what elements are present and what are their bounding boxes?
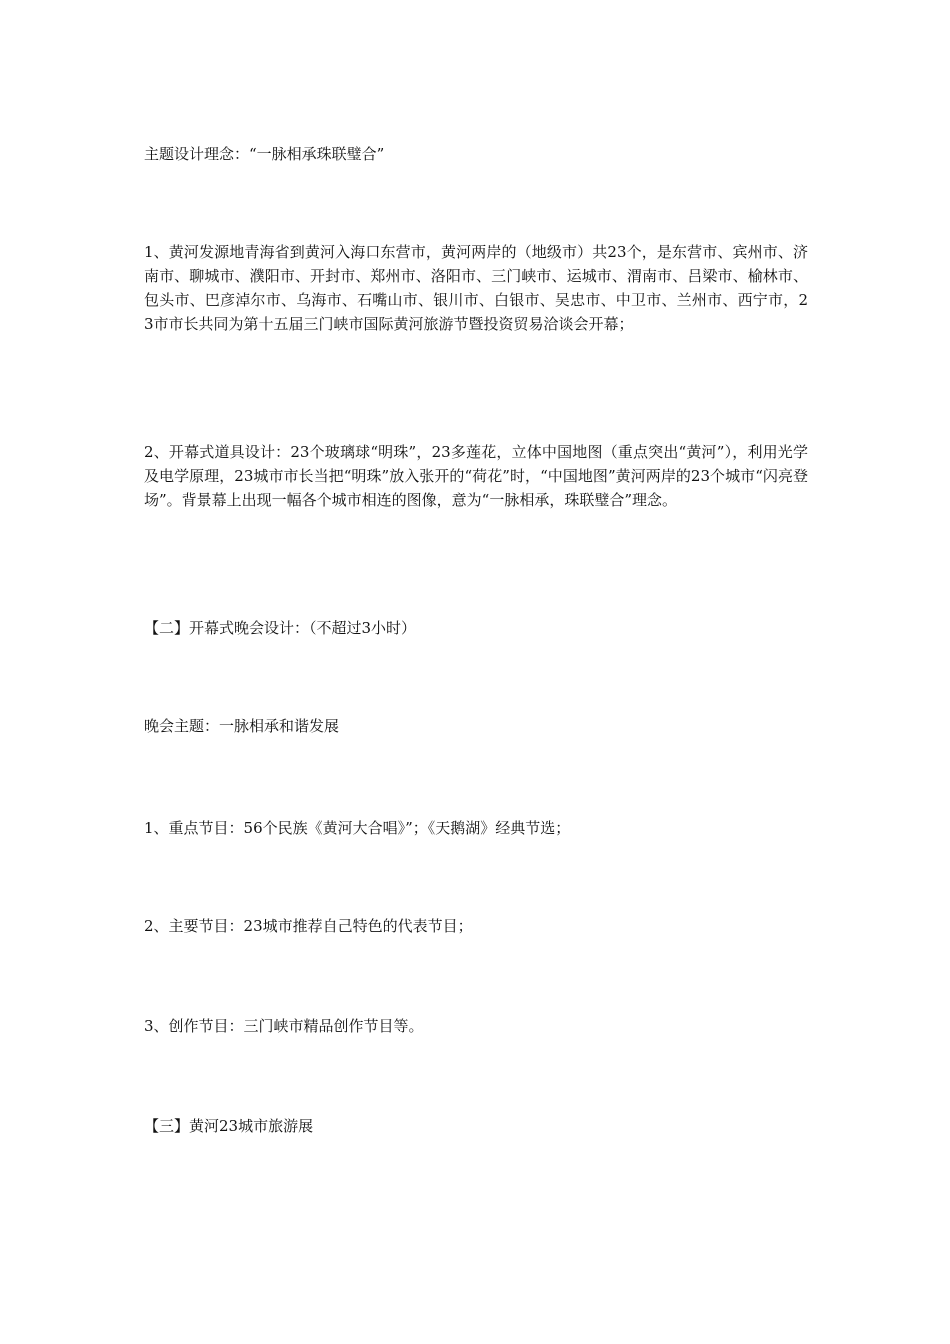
gala-theme-line: 晚会主题：一脉相承和谐发展 xyxy=(144,717,340,735)
paragraph-props-design: 2、开幕式道具设计：23个玻璃球“明珠”，23多莲花，立体中国地图（重点突出“黄河”），利用光学及电学原理，23城市市长当把“明珠”放入张开的“荷花”时，“中国地图”黄河两岸的23个城市“闪亮登场”。背景幕上出现一幅各个城市相连的图像，意为“一脉相承，珠联璧合”理念。 xyxy=(144,443,808,509)
program-item-key: 1、重点节目：56个民族《黄河大合唱》”；《天鹅湖》经典节选； xyxy=(144,819,571,837)
paragraph-opening-cities: 1、黄河发源地青海省到黄河入海口东营市，黄河两岸的（地级市）共23个，是东营市、宾州市、济南市、聊城市、濮阳市、开封市、郑州市、洛阳市、三门峡市、运城市、渭南市、吕梁市、榆林市、包头市、巴彦淖尔市、乌海市、石嘴山市、银川市、白银市、吴忠市、中卫市、兰州市、西宁市，23市市长共同为第十五届三门峡市国际黄河旅游节暨投资贸易洽谈会开幕； xyxy=(144,243,808,333)
section-heading-tourism-expo: 【三】黄河23城市旅游展 xyxy=(144,1117,314,1135)
program-item-creative: 3、创作节目：三门峡市精品创作节目等。 xyxy=(144,1017,424,1035)
theme-concept-line: 主题设计理念：“一脉相承珠联璧合” xyxy=(144,145,385,163)
program-item-main: 2、主要节目：23城市推荐自己特色的代表节目； xyxy=(144,917,473,935)
section-heading-evening-gala: 【二】开幕式晚会设计：（不超过3小时） xyxy=(144,619,417,637)
